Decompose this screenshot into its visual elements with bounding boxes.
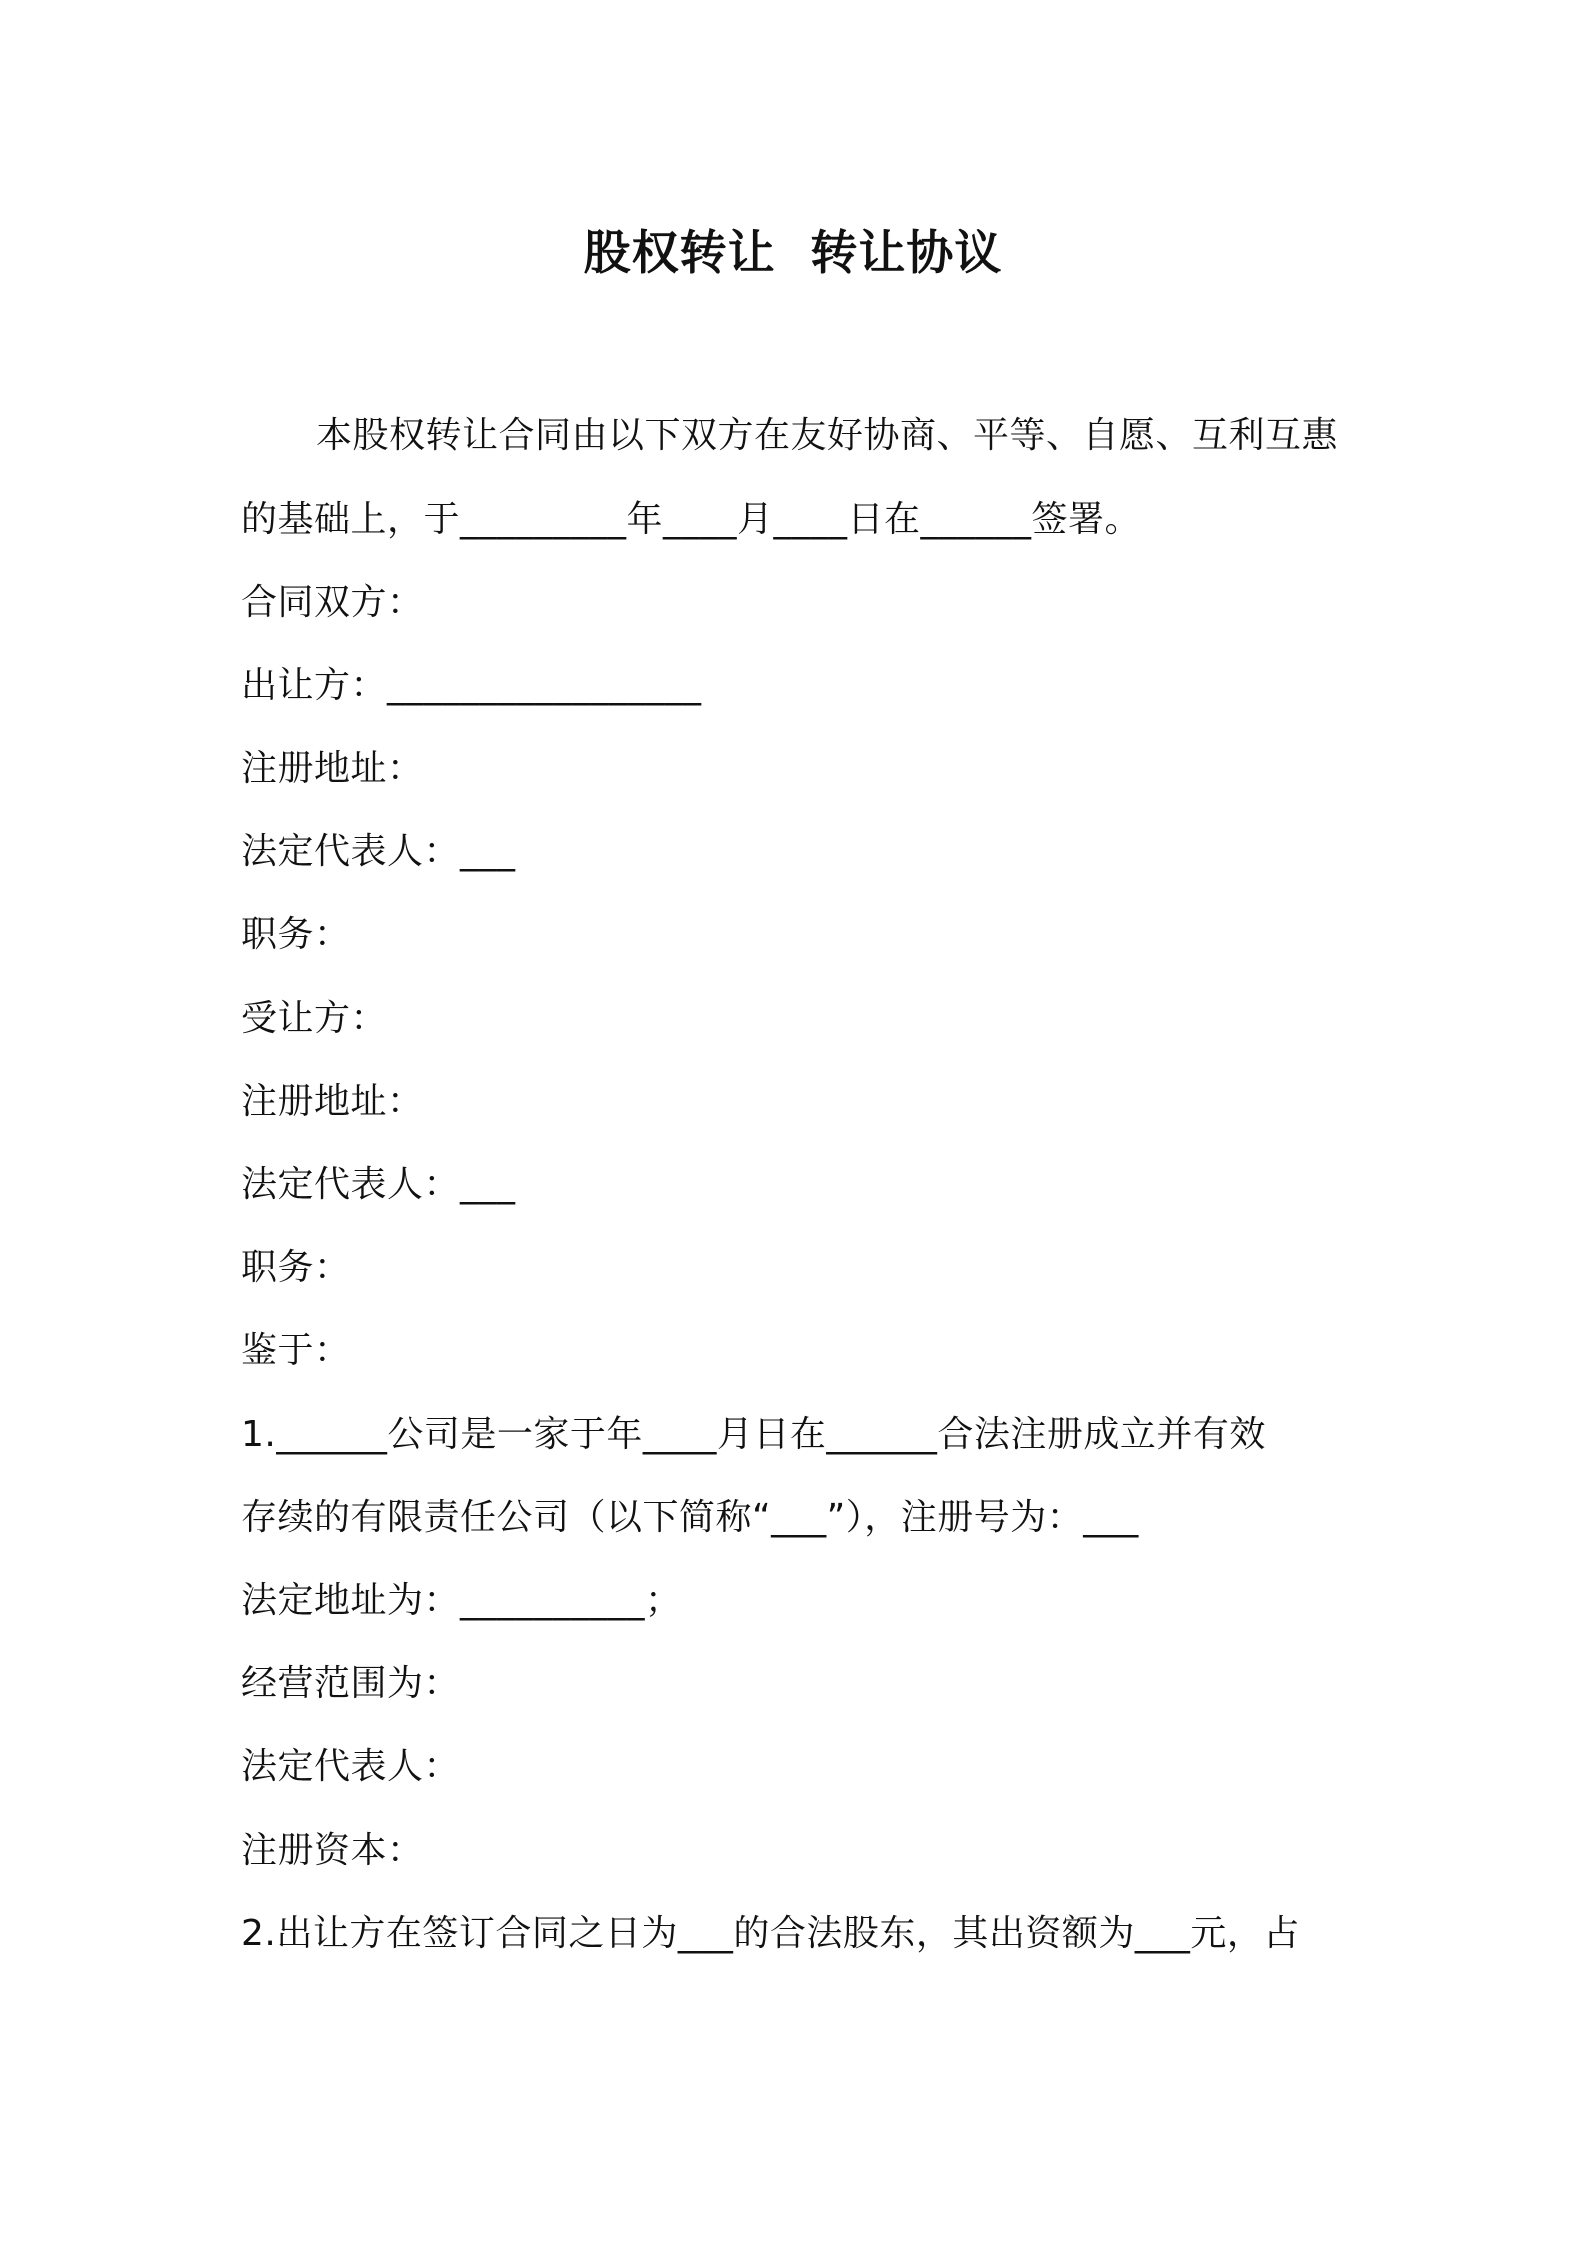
business-scope-line: 经营范围为： [241, 1663, 461, 1704]
clause-1-line-1: 1.______公司是一家于年____月日在______合法注册成立并有效 [241, 1414, 1266, 1455]
whereas-heading: 鉴于： [241, 1330, 351, 1371]
preamble-line-1: 本股权转让合同由以下双方在友好协商、平等、自愿、互利互惠 [316, 415, 1339, 456]
registered-capital-line: 注册资本： [241, 1830, 424, 1871]
transferee-position-line: 职务： [241, 1247, 351, 1288]
company-representative-line: 法定代表人： [241, 1746, 461, 1787]
document-title: 股权转让 转让协议 [583, 226, 1003, 281]
transferee-representative-line: 法定代表人：___ [241, 1164, 516, 1205]
transferor-address-line: 注册地址： [241, 748, 424, 789]
clause-1-line-2: 存续的有限责任公司（以下简称“___”），注册号为：___ [241, 1497, 1139, 1538]
transferor-representative-line: 法定代表人：___ [241, 831, 516, 872]
transferor-position-line: 职务： [241, 914, 351, 955]
preamble-line-2: 的基础上，于_________年____月____日在______签署。 [241, 499, 1142, 540]
transferee-line: 受让方： [241, 998, 388, 1039]
legal-address-line: 法定地址为：__________； [241, 1580, 682, 1621]
clause-2-line-1: 2.出让方在签订合同之日为___的合法股东，其出资额为___元，占 [241, 1913, 1300, 1954]
transferor-line: 出让方：_________________ [241, 665, 702, 706]
parties-heading: 合同双方： [241, 582, 424, 623]
transferee-address-line: 注册地址： [241, 1081, 424, 1122]
